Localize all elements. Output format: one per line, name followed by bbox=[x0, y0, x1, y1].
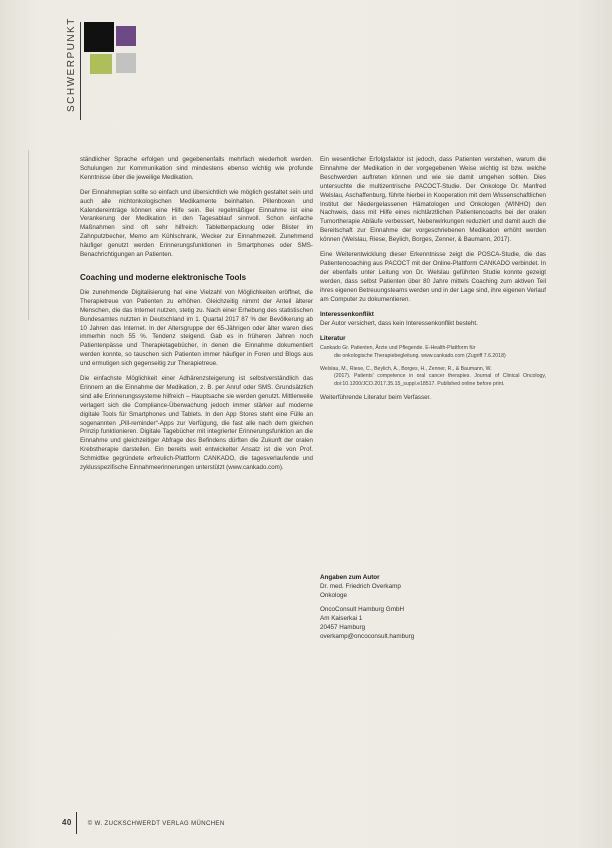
publisher-credit: © W. ZUCKSCHWERDT VERLAG MÜNCHEN bbox=[87, 821, 225, 827]
conflict-heading: Interessenkonflikt bbox=[320, 310, 374, 318]
author-street: Am Kaiserkai 1 bbox=[320, 615, 363, 623]
section-divider bbox=[80, 22, 81, 120]
brand-square-green bbox=[90, 54, 112, 74]
author-name: Dr. med. Friedrich Overkamp bbox=[320, 582, 401, 590]
page-number: 40 bbox=[62, 818, 72, 827]
paragraph: Die einfachste Möglichkeit einer Adhärenzsteigerung ist selbstverständlich das Erinnern an die Einnahme der Medikation, z. B. per Anruf oder SMS. Grundsätzlich sind alle Erinnerungssysteme hilfreich – Hauptsache sie werden genutzt. Mittlerweile verlagert sich die Compliance-Überwachung jedoch immer stärker auf moderne digitale Tools für Smartphones und Tablets. In den App Stores steht eine Fülle an sogenannten „Pill-reminder“-Apps zur Verfügung, die fast alle nach dem gleichen Prinzip funktionieren. Digitale Tagebücher mit integrierter Erinnerungsfunktion an die Einnahme und gleichzeitiger Abfrage des Befindens dürften die Zukunft der oralen Krebstherapie darstellen. Ein bereits weit entwickelter Ansatz ist die von Prof. Schmidtke gegründete erfreulich-Plattform CANKADO, die tagesverlaufende und zyklusspezifische Einnahmeerinnerungen unterstützt (www.cankado.com). bbox=[80, 375, 313, 472]
author-info bbox=[320, 574, 540, 642]
further-literature-note: Weiterführende Literatur beim Verfasser. bbox=[320, 394, 431, 402]
brand-square-black bbox=[84, 22, 114, 52]
right-column bbox=[320, 156, 546, 409]
literature-entry bbox=[320, 366, 546, 388]
literature-entry-first: Welslau, M., Riese, C., Beylich, A., Borges, H., Zenner, R., & Baumann, W. bbox=[320, 366, 492, 373]
brand-square-grey bbox=[116, 53, 136, 73]
brand-square-purple bbox=[116, 26, 136, 46]
author-email: overkamp@oncoconsult.hamburg bbox=[320, 632, 415, 640]
literature-entry bbox=[320, 345, 546, 360]
author-heading: Angaben zum Autor bbox=[320, 574, 380, 581]
paragraph: Eine Weiterentwicklung dieser Erkenntnisse zeigt die POSCA-Studie, die das Patientencoaching aus PACOCT mit der Online-Plattform CANKADO verbindet. In der ebenfalls unter Leitung von Dr. Welslau geführten Studie konnte gezeigt werden, dass selbst Patienten über 80 Jahre mittels Coaching zum aktiven Teil ihres eigenen Betreuungsteams werden und in der Lage sind, ihre eigenen Verlauf am Computer zu dokumentieren. bbox=[320, 251, 546, 303]
section-label: SCHWERPUNKT bbox=[66, 17, 77, 112]
conflict-text: Der Autor versichert, dass kein Interessenkonflikt besteht. bbox=[320, 320, 478, 328]
literature-heading: Literatur bbox=[320, 335, 346, 343]
left-column bbox=[80, 156, 313, 479]
author-city: 20457 Hamburg bbox=[320, 623, 366, 631]
literature-entry-rest: die onkologische Therapiebegleitung. www.cankado.com (Zugriff 7.6.2018) bbox=[334, 352, 506, 359]
literature-entry-first: Cankado Gr. Patienten, Ärzte und Pflegende. E-Health-Plattform für bbox=[320, 345, 476, 352]
section-heading: Coaching und moderne elektronische Tools bbox=[80, 272, 247, 282]
literature-entry-rest: (2017). Patients' competence in oral cancer therapies. Journal of Clinical Oncology, doi:10.1200/JCO.2017.35.15_suppl.e18517. Published online before print. bbox=[334, 373, 546, 387]
paragraph: Der Einnahmeplan sollte so einfach und übersichtlich wie möglich gestaltet sein und auch alle nichtonkologischen Medikamente beinhalten. Pillenboxen und Kalendereinträge können eine Hilfe sein. Bei regelmäßiger Einnahme ist eine Verankerung der Medikation in den Tagesablauf sinnvoll. Schon einfache Maßnahmen sind oft sehr hilfreich: Tablettenpackung oder Blister im Zahnputzbecher, Memo am Kühlschrank, Wecker zur Einnahmezeit. Zunehmend häufiger genutzt werden Erinnerungsfunktionen in Smartphones oder SMS-Benachrichtigungen an Patienten. bbox=[80, 188, 313, 259]
page-footer bbox=[62, 818, 225, 827]
author-role: Onkologe bbox=[320, 591, 347, 599]
author-company: OncoConsult Hamburg GmbH bbox=[320, 606, 404, 614]
paragraph: ständlicher Sprache erfolgen und gegebenenfalls mehrfach wiederholt werden. Schulungen zur Kommunikation sind mindestens ebenso wichtig wie profunde Kenntnisse über die jeweilige Medikation. bbox=[80, 156, 313, 181]
footer-divider bbox=[76, 812, 77, 834]
paragraph: Die zunehmende Digitalisierung hat eine Vielzahl von Möglichkeiten eröffnet, die Therapietreue von Patienten zu erhöhen. Gleichzeitig nimmt der Anteil älterer Menschen, die das Internet nutzen, stetig zu. Nach einer Erhebung des statistischen Bundesamtes nutzten in Deutschland im 1. Quartal 2017 87 % der Bevölkerung ab 10 Jahren das Internet. In der Altersgruppe der 65-Jährigen oder älter waren dies immerhin noch 55 %. Tendenz steigend. Gab es in früheren Jahren noch Patientenpässe und Therapietagebücher, in denen die Einnahme dokumentiert werden konnte, so tauschen sich Patienten immer häufiger in Foren und Blogs aus und ermutigen sich gegenseitig zur Therapietreue. bbox=[80, 288, 313, 368]
page-fold-line bbox=[28, 150, 29, 320]
paragraph: Ein wesentlicher Erfolgsfaktor ist jedoch, dass Patienten verstehen, warum die Einnahme der Medikation in der vorgegebenen Weise wichtig ist bzw. welche Beschwerden auftreten können und wie sie damit umgehen sollten. Dies untersuchte die multizentrische PACOCT-Studie. Der Onkologe Dr. Manfred Welslau, Aschaffenburg, führte hierbei in Kooperation mit dem Wissenschaftlichen Institut der Niedergelassenen Hämatologen und Onkologen (WINHO) den Nachweis, dass mit Hilfe eines nichtärztlichen Patientencoachs bei der oralen Tumortherapie Abläufe verbessert, Nebenwirkungen reduziert und damit auch die Bereitschaft zur Einnahme der vorgeschriebenen Medikation erhöht werden können (Welslau, Riese, Beylich, Borges, Zenner, & Baumann, 2017). bbox=[320, 156, 546, 244]
